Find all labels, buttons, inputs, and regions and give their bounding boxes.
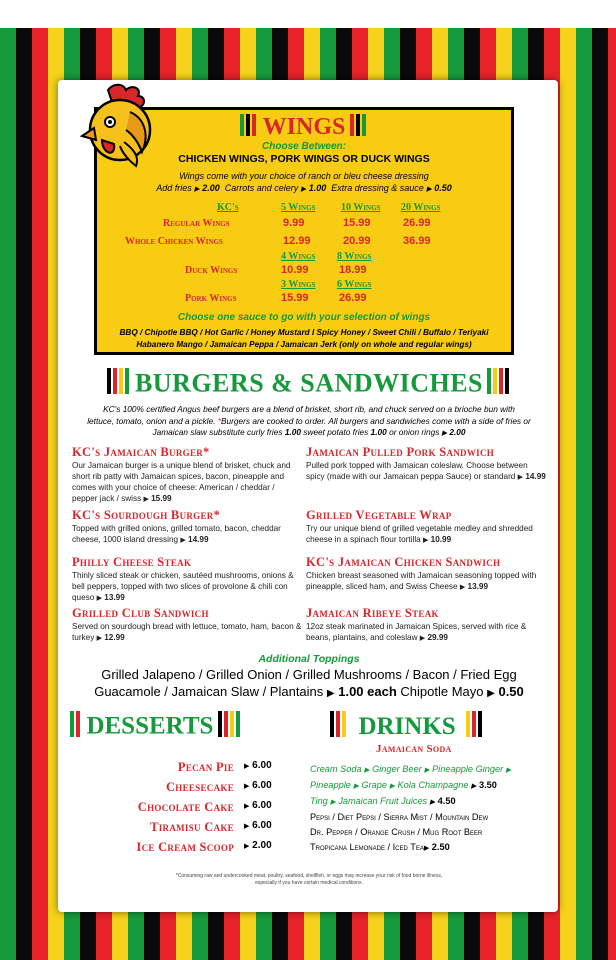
item-desc: Topped with grilled onions, grilled tomato, bacon, cheddar cheese, 1000 island dressing <box>72 524 281 544</box>
flag-icon <box>466 711 484 742</box>
soda-name: Kola Champagne <box>397 780 469 790</box>
dessert-row: Cheesecake ▶ 6.00 <box>165 780 272 794</box>
addon-price: 2.00 <box>202 183 220 193</box>
intro-line: KC's 100% certified Angus beef burgers are a blend of brisket, short rib, and chuck served on a brioche bun with <box>103 404 515 414</box>
addon-carrots: Carrots and celery <box>224 183 299 193</box>
item-title: KC's Jamaican Chicken Sandwich <box>306 555 501 569</box>
dessert-row: Pecan Pie ▶ 6.00 <box>177 760 272 774</box>
item-desc: Chicken breast seasoned with Jamaican seasoning topped with pineapple, sliced ham, and Swiss Cheese <box>306 571 537 591</box>
regular-wings: Regular Wings <box>163 218 230 229</box>
col-4-wings: 4 Wings <box>281 251 316 262</box>
item-price: 13.99 <box>104 593 125 602</box>
dessert-row: Ice Cream Scoop ▶ 2.00 <box>136 840 272 854</box>
soda-name: Grape <box>361 780 387 790</box>
duck-wings: Duck Wings <box>185 265 238 276</box>
wings-dressing-note: Wings come with your choice of ranch or bleu cheese dressing <box>179 171 429 181</box>
price: 12.99 <box>283 235 311 247</box>
dessert-price: 6.00 <box>252 800 272 811</box>
price: 9.99 <box>283 217 305 229</box>
disclaimer-line: *Consuming raw and undercooked meat, poultry, seafood, shellfish, or eggs may increase your risk of food borne illness, <box>175 873 443 879</box>
item-price: 13.99 <box>467 582 489 591</box>
dessert-name: Tiramisu Cake <box>150 820 234 834</box>
dessert-row: Tiramisu Cake ▶ 6.00 <box>150 820 272 834</box>
addon-extra-dressing: Extra dressing & sauce <box>331 183 424 193</box>
toppings-list-1: Grilled Jalapeno / Grilled Onion / Grilled Mushrooms / Bacon / Fried Egg <box>101 667 517 682</box>
addon-price: 1.00 <box>308 183 327 193</box>
dessert-row: Chocolate Cake ▶ 6.00 <box>137 800 272 814</box>
item-desc: 12oz steak marinated in Jamaican Spices, served with rice & beans, plantains, and coleslaw <box>306 622 527 642</box>
pop-line: Tropicana Lemonade / Iced Tea▶ 2.50 <box>310 842 450 852</box>
price: 2.50 <box>431 842 450 852</box>
dessert-name: Ice Cream Scoop <box>136 840 234 854</box>
disclaimer-line: especially if you have certain medical conditions. <box>255 880 363 886</box>
dessert-name: Pecan Pie <box>177 760 234 774</box>
soda-name: Ginger Beer <box>372 764 422 774</box>
burgers-header <box>66 368 552 399</box>
top-white-strip <box>0 0 616 28</box>
item-desc: Pulled pork topped with Jamaican coleslaw. Choose between spicy (made with our Jamaican peppa Sauce) or standard <box>306 461 528 481</box>
col-5-wings: 5 Wings <box>281 202 316 213</box>
pop-line: Dr. Pepper / Orange Crush / Mug Root Beer <box>310 827 483 837</box>
pop-text: Tropicana Lemonade / Iced Tea <box>310 842 424 852</box>
dessert-price: 6.00 <box>252 780 272 791</box>
choose-between: Choose Between: <box>262 141 346 152</box>
flag-icon <box>240 114 258 141</box>
price: 18.99 <box>339 264 367 276</box>
disclaimer <box>70 873 548 887</box>
flag-icon <box>218 711 242 742</box>
drinks-header <box>330 711 484 742</box>
toppings-list-2: Guacamole / Jamaican Slaw / Plantains ▶ 1.00 each Chipotle Mayo ▶ 0.50 <box>94 684 524 699</box>
desserts-title: DESSERTS <box>86 712 214 740</box>
price: 26.99 <box>339 292 367 304</box>
dessert-list <box>110 760 290 860</box>
price: 10.99 <box>281 264 309 276</box>
jamaican-soda-heading: Jamaican Soda <box>376 743 452 755</box>
item-title: KC's Jamaican Burger* <box>72 445 210 459</box>
soda-name: Pineapple Ginger <box>432 764 504 774</box>
item-desc: Our Jamaican burger is a unique blend of brisket, chuck and short rib patty with Jamaican spices, bacon, pineapple and comes with your choice of cheese: American / cheddar / pepper jack / swiss <box>72 461 291 503</box>
col-10-wings: 10 Wings <box>341 202 381 213</box>
toppings-text: Guacamole / Jamaican Slaw / Plantains <box>94 684 324 699</box>
flag-icon <box>350 114 368 141</box>
col-20-wings: 20 Wings <box>401 202 441 213</box>
addon-price: 0.50 <box>434 183 452 193</box>
intro-text: lettuce, tomato, onion and a pickle. <box>87 415 216 426</box>
price: 20.99 <box>343 235 371 247</box>
item-title: Jamaican Pulled Pork Sandwich <box>306 445 495 459</box>
item-price: 29.99 <box>427 633 448 642</box>
price: 0.50 <box>498 684 524 699</box>
col-8-wings: 8 Wings <box>337 251 372 262</box>
addon-fries: Add fries <box>156 183 192 193</box>
menu-item: KC's Sourdough Burger* Topped with grilled onions, grilled tomato, bacon, cheddar cheese, 1000 island dressing ▶ 14.99 <box>72 508 302 546</box>
menu-item: Jamaican Pulled Pork Sandwich Pulled pork topped with Jamaican coleslaw. Choose between spicy (made with our Jamaican peppa Sauce) or standard ▶ 14.99 <box>306 445 546 481</box>
intro-line <box>70 416 548 428</box>
flag-icon <box>70 711 82 742</box>
item-title: KC's Sourdough Burger* <box>72 508 221 522</box>
item-price: 14.99 <box>525 472 546 481</box>
soda-name: Jamaican Fruit Juices <box>338 796 428 806</box>
burgers-intro <box>70 404 548 440</box>
item-desc: Served on sourdough bread with lettuce, tomato, ham, bacon & turkey <box>72 622 302 642</box>
item-title: Grilled Club Sandwich <box>72 606 209 620</box>
item-title: Grilled Vegetable Wrap <box>306 508 452 522</box>
dessert-price: 6.00 <box>252 760 272 771</box>
wings-addons: Add fries ▶ 2.00 Carrots and celery ▶ 1.00 Extra dressing & sauce ▶ 0.50 <box>156 183 452 193</box>
item-price: 12.99 <box>104 633 125 642</box>
item-price: 10.99 <box>430 535 452 544</box>
item-title: Philly Cheese Steak <box>72 555 192 569</box>
dessert-name: Cheesecake <box>165 780 234 794</box>
price: 1.00 <box>284 427 301 437</box>
price: 15.99 <box>343 217 371 229</box>
pop-line: Pepsi / Diet Pepsi / Sierra Mist / Mountain Dew <box>310 812 489 822</box>
wing-types: CHICKEN WINGS, PORK WINGS OR DUCK WINGS <box>178 153 430 165</box>
price: 26.99 <box>403 217 431 229</box>
col-kcs: KC's <box>217 202 239 213</box>
item-price: 15.99 <box>151 494 172 503</box>
dessert-price: 2.00 <box>252 840 272 851</box>
item-desc: Try our unique blend of grilled vegetable medley and shredded cheese in a spinach flour tortilla <box>306 524 533 544</box>
intro-text: sweet potato fries <box>303 427 369 437</box>
menu-item: Philly Cheese Steak Thinly sliced steak or chicken, sautéed mushrooms, onions & bell peppers, topped with two slices of provolone & chili con queso ▶ 13.99 <box>72 555 302 604</box>
col-3-wings: 3 Wings <box>281 279 316 290</box>
soda-line: Cream Soda ▶ Ginger Beer ▶ Pineapple Ginger ▶ <box>310 764 512 774</box>
soda-name: Pineapple <box>310 780 351 790</box>
item-title: Jamaican Ribeye Steak <box>306 606 439 620</box>
menu-item: KC's Jamaican Chicken Sandwich Chicken breast seasoned with Jamaican seasoning topped with pineapple, sliced ham, and Swiss Cheese ▶ 13.99 <box>306 555 546 593</box>
soda-name: Cream Soda <box>310 764 362 774</box>
toppings-text: Chipotle Mayo <box>400 684 484 699</box>
price: 4.50 <box>437 796 456 806</box>
dessert-name: Chocolate Cake <box>137 800 234 814</box>
sauce-list-2: Habanero Mango / Jamaican Peppa / Jamaican Jerk (only on whole and regular wings) <box>136 340 472 349</box>
soda-line: Pineapple ▶ Grape ▶ Kola Champagne ▶ 3.50 <box>310 780 497 790</box>
intro-text: All burgers and sandwiches come with a side of fries or <box>328 415 531 426</box>
price: 36.99 <box>403 235 431 247</box>
intro-text: Burgers are cooked to order. <box>221 415 327 426</box>
price: 3.50 <box>478 780 497 790</box>
desserts-header <box>70 711 242 742</box>
menu-item: KC's Jamaican Burger* Our Jamaican burger is a unique blend of brisket, chuck and short rib patty with Jamaican spices, bacon, pineapple and comes with your choice of cheese: American / cheddar / pepper jack / swiss ▶ 15.99 <box>72 445 302 505</box>
flag-icon <box>487 368 511 399</box>
menu-item: Jamaican Ribeye Steak 12oz steak marinated in Jamaican Spices, served with rice & beans, plantains, and coleslaw ▶ 29.99 <box>306 606 546 644</box>
soda-line: Ting ▶ Jamaican Fruit Juices ▶ 4.50 <box>310 796 456 806</box>
rooster-logo-icon <box>80 82 164 174</box>
drinks-title: DRINKS <box>358 712 456 740</box>
dessert-price: 6.00 <box>252 820 272 831</box>
price: 2.00 <box>449 427 466 437</box>
menu-item: Grilled Club Sandwich Served on sourdough bread with lettuce, tomato, ham, bacon & turkey ▶ 12.99 <box>72 606 302 642</box>
intro-text: or onion rings <box>389 427 440 437</box>
flag-icon <box>330 711 348 742</box>
burgers-title: BURGERS & SANDWICHES <box>134 368 484 398</box>
whole-chicken-wings: Whole Chicken Wings <box>125 236 223 247</box>
price: 1.00 <box>370 427 387 437</box>
pop-list <box>310 810 550 856</box>
price: 1.00 each <box>338 684 397 699</box>
wings-title: WINGS <box>262 114 346 140</box>
intro-line: Jamaican slaw substitute curly fries 1.00 sweet potato fries 1.00 or onion rings ▶ 2.00 <box>152 427 466 437</box>
menu-item: Grilled Vegetable Wrap Try our unique blend of grilled vegetable medley and shredded cheese in a spinach flour tortilla ▶ 10.99 <box>306 508 546 546</box>
item-price: 14.99 <box>188 535 209 544</box>
sauce-list-1: BBQ / Chipotle BBQ / Hot Garlic / Honey Mustard I Spicy Honey / Sweet Chili / Buffalo / Teriyaki <box>119 328 489 337</box>
sauce-heading: Choose one sauce to go with your selection of wings <box>177 312 431 323</box>
flag-icon <box>107 368 131 399</box>
toppings-heading: Additional Toppings <box>258 653 360 665</box>
soda-name: Ting <box>310 796 328 806</box>
intro-text: Jamaican slaw substitute curly fries <box>152 427 283 437</box>
item-desc: Thinly sliced steak or chicken, sautéed mushrooms, onions & bell peppers, topped with two slices of provolone & chili con queso <box>72 571 294 602</box>
asterisk: * <box>217 415 221 426</box>
pork-wings: Pork Wings <box>185 293 237 304</box>
col-6-wings: 6 Wings <box>337 279 372 290</box>
jamaican-soda-list <box>310 762 550 810</box>
price: 15.99 <box>281 292 309 304</box>
